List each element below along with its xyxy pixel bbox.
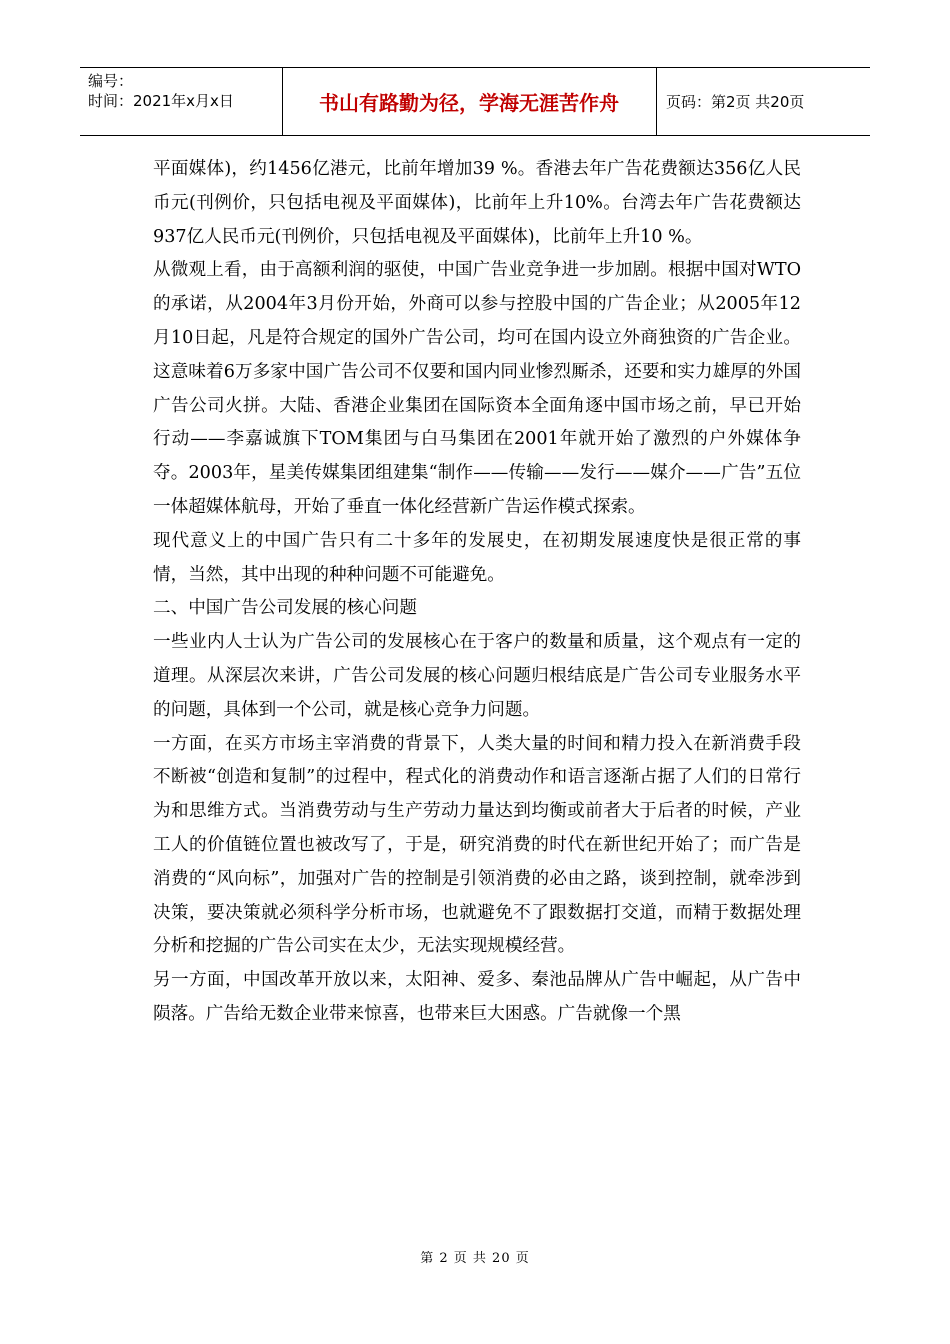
header-date: 时间：2021年x月x日 <box>88 92 234 110</box>
paragraph-4: 一些业内人士认为广告公司的发展核心在于客户的数量和质量，这个观点有一定的道理。从深层次来讲，广告公司发展的核心问题归根结底是广告公司专业服务水平的问题，具体到一个公司，就是核心竞争力问题。 <box>153 632 801 720</box>
paragraph-5: 一方面，在买方市场主宰消费的背景下，人类大量的时间和精力投入在新消费手段不断被“创造和复制”的过程中，程式化的消费动作和语言逐渐占据了人们的日常行为和思维方式。当消费劳动与生产劳动力量达到均衡或前者大于后者的时候，产业工人的价值链位置也被改写了，于是，研究消费的时代在新世纪开始了；而广告是消费的“风向标”，加强对广告的控制是引领消费的必由之路，谈到控制，就牵涉到决策，要决策就必须科学分析市场，也就避免不了跟数据打交道，而精于数据处理分析和挖掘的广告公司实在太少，无法实现规模经营。 <box>153 733 801 957</box>
header-number-label: 编号： <box>88 72 134 90</box>
page-header <box>80 67 870 137</box>
header-page-info: 页码：第2页 共20页 <box>666 93 805 111</box>
page-footer: 第 2 页 共 20 页 <box>420 1251 530 1266</box>
section-heading: 二、中国广告公司发展的核心问题 <box>153 598 417 619</box>
paragraph-1: 平面媒体)，约1456亿港元，比前年增加39 %。香港去年广告花费额达356亿人民币元(刊例价，只包括电视及平面媒体)，比前年上升10%。台湾去年广告花费额达937亿人民币元(刊例价，只包括电视及平面媒体)，比前年上升10 %。 <box>153 159 801 247</box>
document-body <box>153 153 801 1032</box>
header-meta <box>88 71 278 111</box>
paragraph-6: 另一方面，中国改革开放以来，太阳神、爱多、秦池品牌从广告中崛起，从广告中陨落。广告给无数企业带来惊喜，也带来巨大困惑。广告就像一个黑 <box>153 970 801 1024</box>
paragraph-2: 从微观上看，由于高额利润的驱使，中国广告业竞争进一步加剧。根据中国对WTO的承诺，从2004年3月份开始，外商可以参与控股中国的广告企业；从2005年12月10日起，凡是符合规定的国外广告公司，均可在国内设立外商独资的广告企业。这意味着6万多家中国广告公司不仅要和国内同业惨烈厮杀，还要和实力雄厚的外国广告公司火拼。大陆、香港企业集团在国际资本全面角逐中国市场之前，早已开始行动——李嘉诚旗下TOM集团与白马集团在2001年就开始了激烈的户外媒体争夺。2003年，星美传媒集团组建集“制作——传输——发行——媒介——广告”五位一体超媒体航母，开始了垂直一体化经营新广告运作模式探索。 <box>153 260 801 517</box>
header-motto: 书山有路勤为径，学海无涯苦作舟 <box>319 91 619 115</box>
header-divider-right <box>656 67 657 136</box>
paragraph-3: 现代意义上的中国广告只有二十多年的发展史，在初期发展速度快是很正常的事情，当然，其中出现的种种问题不可能避免。 <box>153 530 801 585</box>
